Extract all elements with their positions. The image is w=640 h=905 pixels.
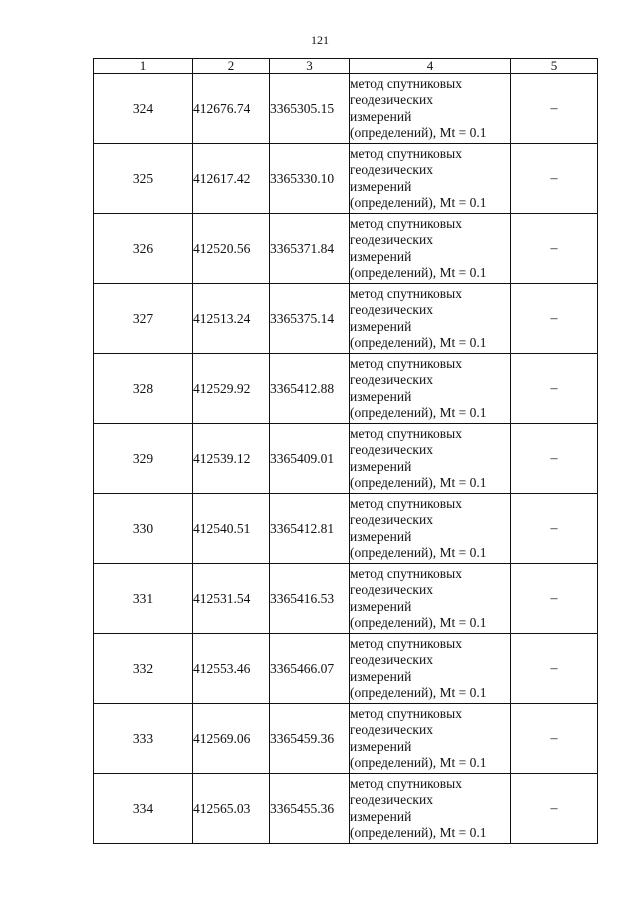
- y-coordinate-cell: 3365412.88: [270, 354, 350, 424]
- y-coordinate-cell: 3365409.01: [270, 424, 350, 494]
- method-cell: метод спутниковых геодезических измерений (определений), Mt = 0.1: [350, 494, 511, 564]
- x-coordinate-cell: 412676.74: [193, 74, 270, 144]
- column-5-cell: –: [511, 564, 598, 634]
- column-5-cell: –: [511, 424, 598, 494]
- column-header-4: 4: [350, 59, 511, 74]
- point-number-cell: 332: [94, 634, 193, 704]
- table-row: [94, 494, 598, 564]
- table-row: [94, 144, 598, 214]
- column-5-cell: –: [511, 144, 598, 214]
- y-coordinate-cell: 3365466.07: [270, 634, 350, 704]
- method-cell: метод спутниковых геодезических измерений (определений), Mt = 0.1: [350, 704, 511, 774]
- table-body: [94, 74, 598, 844]
- x-coordinate-cell: 412569.06: [193, 704, 270, 774]
- table-row: [94, 74, 598, 144]
- method-cell: метод спутниковых геодезических измерений (определений), Mt = 0.1: [350, 774, 511, 844]
- method-cell: метод спутниковых геодезических измерений (определений), Mt = 0.1: [350, 634, 511, 704]
- point-number-cell: 324: [94, 74, 193, 144]
- page-number: 121: [311, 33, 329, 47]
- header-row: [94, 59, 598, 74]
- column-header-1: 1: [94, 59, 193, 74]
- table-row: [94, 354, 598, 424]
- method-cell: метод спутниковых геодезических измерений (определений), Mt = 0.1: [350, 214, 511, 284]
- table-row: [94, 634, 598, 704]
- y-coordinate-cell: 3365459.36: [270, 704, 350, 774]
- column-5-cell: –: [511, 74, 598, 144]
- column-5-cell: –: [511, 494, 598, 564]
- method-cell: метод спутниковых геодезических измерений (определений), Mt = 0.1: [350, 284, 511, 354]
- point-number-cell: 328: [94, 354, 193, 424]
- x-coordinate-cell: 412540.51: [193, 494, 270, 564]
- column-5-cell: –: [511, 354, 598, 424]
- x-coordinate-cell: 412529.92: [193, 354, 270, 424]
- x-coordinate-cell: 412565.03: [193, 774, 270, 844]
- table-row: [94, 214, 598, 284]
- y-coordinate-cell: 3365412.81: [270, 494, 350, 564]
- table-row: [94, 704, 598, 774]
- column-5-cell: –: [511, 704, 598, 774]
- table-row: [94, 284, 598, 354]
- y-coordinate-cell: 3365416.53: [270, 564, 350, 634]
- x-coordinate-cell: 412531.54: [193, 564, 270, 634]
- point-number-cell: 325: [94, 144, 193, 214]
- table-row: [94, 564, 598, 634]
- x-coordinate-cell: 412617.42: [193, 144, 270, 214]
- method-cell: метод спутниковых геодезических измерений (определений), Mt = 0.1: [350, 74, 511, 144]
- point-number-cell: 334: [94, 774, 193, 844]
- y-coordinate-cell: 3365455.36: [270, 774, 350, 844]
- x-coordinate-cell: 412520.56: [193, 214, 270, 284]
- x-coordinate-cell: 412553.46: [193, 634, 270, 704]
- method-cell: метод спутниковых геодезических измерений (определений), Mt = 0.1: [350, 144, 511, 214]
- column-5-cell: –: [511, 214, 598, 284]
- column-5-cell: –: [511, 774, 598, 844]
- point-number-cell: 333: [94, 704, 193, 774]
- y-coordinate-cell: 3365371.84: [270, 214, 350, 284]
- method-cell: метод спутниковых геодезических измерений (определений), Mt = 0.1: [350, 354, 511, 424]
- point-number-cell: 329: [94, 424, 193, 494]
- column-header-5: 5: [511, 59, 598, 74]
- y-coordinate-cell: 3365305.15: [270, 74, 350, 144]
- x-coordinate-cell: 412539.12: [193, 424, 270, 494]
- method-cell: метод спутниковых геодезических измерений (определений), Mt = 0.1: [350, 564, 511, 634]
- point-number-cell: 330: [94, 494, 193, 564]
- y-coordinate-cell: 3365375.14: [270, 284, 350, 354]
- table-row: [94, 774, 598, 844]
- column-header-2: 2: [193, 59, 270, 74]
- coordinates-table: [93, 58, 598, 844]
- point-number-cell: 331: [94, 564, 193, 634]
- y-coordinate-cell: 3365330.10: [270, 144, 350, 214]
- column-header-3: 3: [270, 59, 350, 74]
- column-5-cell: –: [511, 284, 598, 354]
- table-row: [94, 424, 598, 494]
- table-header: [94, 59, 598, 74]
- point-number-cell: 327: [94, 284, 193, 354]
- point-number-cell: 326: [94, 214, 193, 284]
- column-5-cell: –: [511, 634, 598, 704]
- x-coordinate-cell: 412513.24: [193, 284, 270, 354]
- method-cell: метод спутниковых геодезических измерений (определений), Mt = 0.1: [350, 424, 511, 494]
